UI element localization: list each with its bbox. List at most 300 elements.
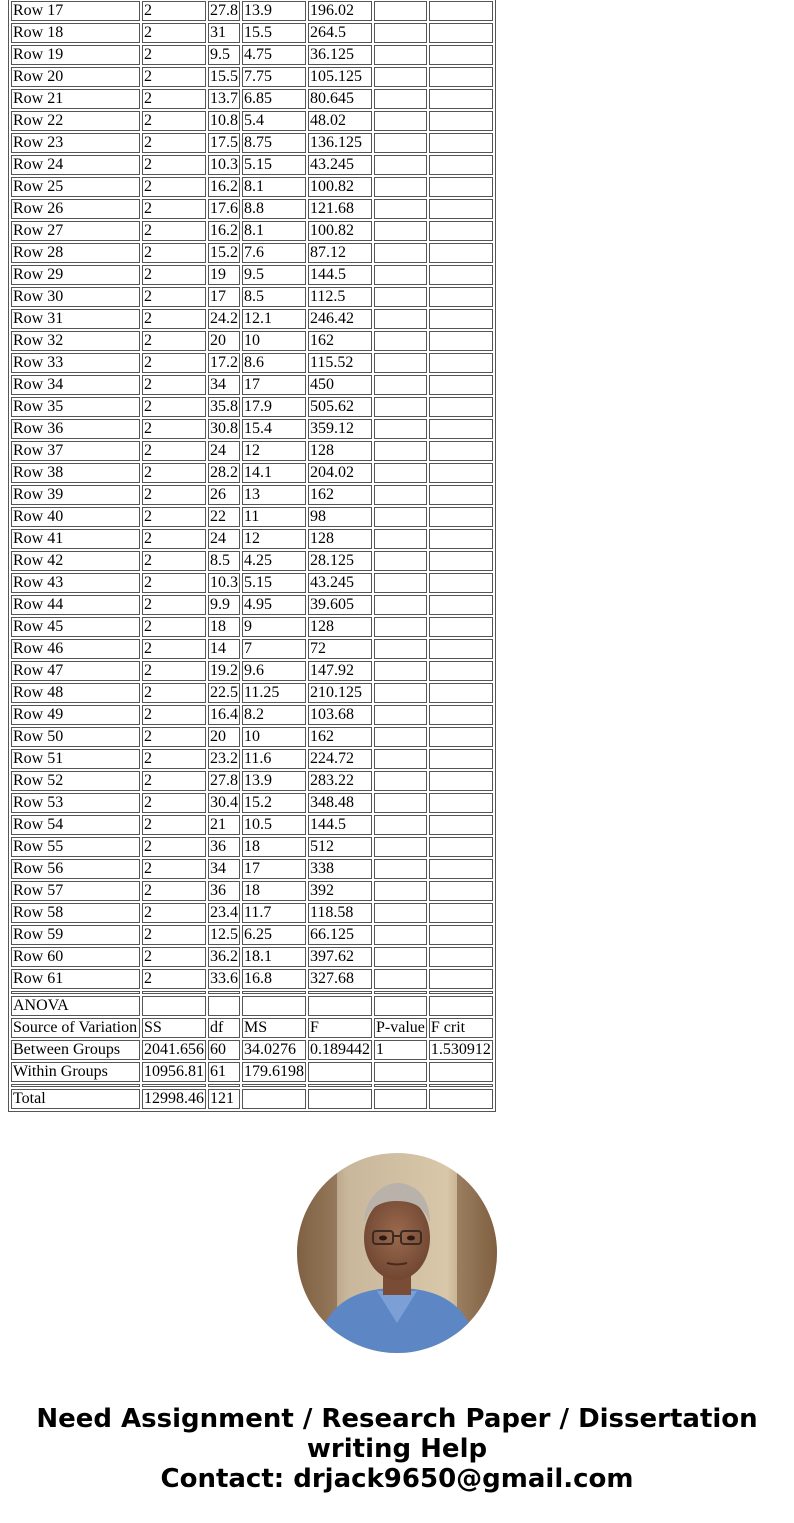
table-row <box>11 1 493 21</box>
table-cell: Row 17 <box>11 1 140 21</box>
table-cell: 348.48 <box>308 793 372 813</box>
table-cell: 15.2 <box>210 244 238 261</box>
table-row <box>11 155 493 175</box>
table-row <box>11 639 493 659</box>
table-cell <box>429 996 493 1016</box>
table-cell: 8.1 <box>242 221 306 241</box>
table-cell <box>429 243 493 263</box>
table-cell <box>374 793 427 813</box>
table-cell: 2 <box>142 551 206 571</box>
table-cell: 19 <box>208 265 240 285</box>
table-cell: 2 <box>142 617 206 637</box>
table-cell: 26 <box>208 485 240 505</box>
table-cell: Row 50 <box>11 727 140 747</box>
table-cell: 17 <box>242 859 306 879</box>
table-cell: 2 <box>142 925 206 945</box>
table-cell <box>429 793 493 813</box>
table-cell: 27.8 <box>210 2 238 19</box>
table-cell: 4.75 <box>242 45 306 65</box>
table-cell <box>429 111 493 131</box>
table-cell <box>242 1084 306 1087</box>
table-cell: 2 <box>142 507 206 527</box>
table-cell: 2 <box>142 771 206 791</box>
table-cell: Row 24 <box>11 155 140 175</box>
table-cell: 359.12 <box>308 419 372 439</box>
table-cell <box>11 991 140 994</box>
table-cell: Row 58 <box>11 903 140 923</box>
table-cell: 24.2 <box>210 310 238 327</box>
table-cell <box>429 991 493 994</box>
table-cell: 18 <box>242 837 306 857</box>
table-cell <box>429 1084 493 1087</box>
table-cell <box>429 309 493 329</box>
table-cell <box>374 1084 427 1087</box>
table-cell <box>208 996 240 1016</box>
table-cell: Row 60 <box>11 947 140 967</box>
table-row <box>11 243 493 263</box>
table-cell: 20 <box>208 331 240 351</box>
table-cell: 2 <box>142 23 206 43</box>
table-cell: 121.68 <box>308 199 372 219</box>
table-cell <box>429 749 493 769</box>
table-cell: Row 27 <box>11 221 140 241</box>
table-cell: 23.4 <box>210 904 238 921</box>
table-cell: 2 <box>142 595 206 615</box>
table-cell: 246.42 <box>308 309 372 329</box>
table-cell: 39.605 <box>308 595 372 615</box>
table-cell: Row 43 <box>11 573 140 593</box>
table-cell: 17 <box>242 375 306 395</box>
table-cell: 128 <box>308 441 372 461</box>
table-cell: Row 54 <box>11 815 140 835</box>
table-cell <box>429 837 493 857</box>
table-cell: 8.2 <box>242 705 306 725</box>
table-cell: 36.2 <box>210 948 238 965</box>
table-cell <box>429 727 493 747</box>
table-cell: 2 <box>142 155 206 175</box>
table-cell: 5.15 <box>242 155 306 175</box>
table-cell: 2 <box>142 793 206 813</box>
table-cell <box>429 221 493 241</box>
table-cell <box>429 265 493 285</box>
table-cell <box>374 155 427 175</box>
table-cell <box>374 67 427 87</box>
table-cell <box>374 705 427 725</box>
table-cell <box>429 705 493 725</box>
table-cell <box>429 133 493 153</box>
table-cell <box>429 595 493 615</box>
anova-row <box>11 1062 493 1082</box>
footer-headline: Need Assignment / Research Paper / Dissertation <box>36 1404 758 1434</box>
table-cell: 10.5 <box>242 815 306 835</box>
table-cell <box>429 177 493 197</box>
table-cell: 4.25 <box>242 551 306 571</box>
table-cell: 2 <box>142 111 206 131</box>
table-cell: 327.68 <box>308 969 372 989</box>
table-cell: 5.4 <box>242 111 306 131</box>
table-cell: 1 <box>374 1040 427 1060</box>
table-cell <box>374 573 427 593</box>
table-cell <box>374 815 427 835</box>
table-row <box>11 771 493 791</box>
table-cell: Row 26 <box>11 199 140 219</box>
author-portrait-image <box>297 1153 497 1353</box>
table-cell: 2 <box>142 837 206 857</box>
table-cell <box>429 397 493 417</box>
table-cell: 18.1 <box>242 947 306 967</box>
table-row <box>11 177 493 197</box>
table-cell: 12 <box>242 529 306 549</box>
table-cell: 11 <box>242 507 306 527</box>
table-cell <box>374 617 427 637</box>
table-cell <box>374 507 427 527</box>
table-cell: 144.5 <box>308 815 372 835</box>
table-cell <box>242 991 306 994</box>
table-cell <box>308 1089 372 1109</box>
table-cell: 87.12 <box>308 243 372 263</box>
table-spacer-row <box>11 1084 493 1087</box>
table-cell: 450 <box>308 375 372 395</box>
table-cell: 2 <box>142 485 206 505</box>
table-cell <box>429 551 493 571</box>
table-cell: Row 37 <box>11 441 140 461</box>
footer-contact <box>0 1404 794 1494</box>
table-cell: 283.22 <box>308 771 372 791</box>
table-row <box>11 947 493 967</box>
table-row <box>11 727 493 747</box>
table-cell <box>429 683 493 703</box>
table-cell <box>11 1084 140 1087</box>
table-cell: 34.0276 <box>242 1040 306 1060</box>
table-cell: Row 35 <box>11 397 140 417</box>
table-cell <box>374 331 427 351</box>
table-cell <box>429 947 493 967</box>
table-cell <box>429 353 493 373</box>
table-cell: 2 <box>142 903 206 923</box>
table-cell: Row 20 <box>11 67 140 87</box>
table-cell: 15.4 <box>242 419 306 439</box>
table-cell <box>374 111 427 131</box>
table-cell: 16.2 <box>210 222 238 239</box>
table-row <box>11 903 493 923</box>
table-cell: 2041.656 <box>144 1041 204 1058</box>
table-cell: 12.1 <box>242 309 306 329</box>
table-cell: Row 30 <box>11 287 140 307</box>
table-cell: F crit <box>429 1018 493 1038</box>
table-cell <box>429 287 493 307</box>
table-cell: 2 <box>142 375 206 395</box>
table-cell <box>429 969 493 989</box>
table-row <box>11 617 493 637</box>
table-cell: 13.9 <box>242 771 306 791</box>
table-cell: 11.7 <box>242 903 306 923</box>
table-cell: Row 21 <box>11 89 140 109</box>
table-cell: 2 <box>142 353 206 373</box>
footer-subheadline: writing Help <box>306 1434 488 1464</box>
table-cell: Row 32 <box>11 331 140 351</box>
table-cell: 36 <box>208 881 240 901</box>
anova-row <box>11 1040 493 1060</box>
table-cell: 15.5 <box>242 23 306 43</box>
table-cell: Row 51 <box>11 749 140 769</box>
table-cell <box>429 507 493 527</box>
table-cell <box>308 1062 372 1082</box>
table-cell: 7.6 <box>242 243 306 263</box>
table-cell: 61 <box>208 1062 240 1082</box>
table-row <box>11 661 493 681</box>
table-cell: 10 <box>242 727 306 747</box>
table-cell: 2 <box>142 89 206 109</box>
table-cell: 10.3 <box>210 156 238 173</box>
table-cell: 210.125 <box>308 683 372 703</box>
table-cell: 2 <box>142 749 206 769</box>
table-cell: Row 38 <box>11 463 140 483</box>
table-cell <box>374 727 427 747</box>
table-cell <box>242 1089 306 1109</box>
table-cell: 15.2 <box>242 793 306 813</box>
table-cell: 36 <box>208 837 240 857</box>
table-cell: 17.5 <box>210 134 238 151</box>
table-cell <box>374 661 427 681</box>
table-cell: 162 <box>308 727 372 747</box>
table-row <box>11 45 493 65</box>
table-cell <box>374 925 427 945</box>
table-cell <box>142 991 206 994</box>
table-cell <box>242 996 306 1016</box>
table-cell: Row 45 <box>11 617 140 637</box>
table-cell: 17.9 <box>242 397 306 417</box>
table-cell <box>308 1084 372 1087</box>
table-cell <box>374 639 427 659</box>
table-cell: 0.189442 <box>310 1041 370 1058</box>
table-cell <box>429 67 493 87</box>
table-cell <box>429 1062 493 1082</box>
table-cell: 2 <box>142 441 206 461</box>
table-row <box>11 551 493 571</box>
table-cell: Total <box>11 1089 140 1109</box>
table-cell: 264.5 <box>308 23 372 43</box>
table-cell <box>374 485 427 505</box>
table-cell: 5.15 <box>242 573 306 593</box>
table-cell: 2 <box>142 881 206 901</box>
table-cell: 8.75 <box>242 133 306 153</box>
table-cell: 147.92 <box>308 661 372 681</box>
table-cell <box>374 903 427 923</box>
table-cell: 112.5 <box>308 287 372 307</box>
table-cell: 66.125 <box>308 925 372 945</box>
table-cell: 36.125 <box>308 45 372 65</box>
table-cell <box>374 89 427 109</box>
table-cell: 8.1 <box>242 177 306 197</box>
table-cell <box>374 309 427 329</box>
table-cell: 2 <box>142 705 206 725</box>
table-cell: Row 47 <box>11 661 140 681</box>
table-cell: 179.6198 <box>244 1063 304 1080</box>
anova-total-row <box>11 1089 493 1109</box>
table-cell: Row 44 <box>11 595 140 615</box>
table-cell <box>208 991 240 994</box>
table-cell: 8.5 <box>242 287 306 307</box>
table-cell <box>374 947 427 967</box>
table-cell: 43.245 <box>308 155 372 175</box>
table-cell <box>429 89 493 109</box>
table-cell: 19.2 <box>210 662 238 679</box>
table-cell: 2 <box>142 331 206 351</box>
table-cell: 2 <box>142 573 206 593</box>
table-cell: 7.75 <box>242 67 306 87</box>
table-cell: 2 <box>142 419 206 439</box>
table-cell: Row 49 <box>11 705 140 725</box>
table-cell <box>429 771 493 791</box>
table-row <box>11 859 493 879</box>
table-cell: 2 <box>142 309 206 329</box>
table-cell <box>429 617 493 637</box>
table-cell: 2 <box>142 815 206 835</box>
table-cell <box>142 996 206 1016</box>
table-cell <box>374 23 427 43</box>
table-cell: 17.6 <box>210 200 238 217</box>
table-row <box>11 441 493 461</box>
table-cell: 9.6 <box>242 661 306 681</box>
table-cell: 9.9 <box>208 595 240 615</box>
table-cell: 2 <box>142 397 206 417</box>
table-row <box>11 529 493 549</box>
table-cell: 204.02 <box>308 463 372 483</box>
table-row <box>11 683 493 703</box>
table-row <box>11 397 493 417</box>
table-cell: 121 <box>208 1089 240 1109</box>
table-cell: 30.4 <box>210 794 238 811</box>
table-cell <box>429 859 493 879</box>
table-cell: 48.02 <box>308 111 372 131</box>
table-cell: 8.6 <box>242 353 306 373</box>
table-cell: 2 <box>142 221 206 241</box>
table-cell: F <box>308 1018 372 1038</box>
table-row <box>11 573 493 593</box>
table-cell: 11.6 <box>242 749 306 769</box>
table-row <box>11 595 493 615</box>
table-cell: 128 <box>308 529 372 549</box>
table-cell <box>374 199 427 219</box>
table-cell: 21 <box>208 815 240 835</box>
table-cell: P-value <box>376 1019 425 1036</box>
table-cell: Row 53 <box>11 793 140 813</box>
table-cell <box>142 1084 206 1087</box>
table-cell: 10 <box>242 331 306 351</box>
table-cell: Row 52 <box>11 771 140 791</box>
table-cell: 60 <box>208 1040 240 1060</box>
table-cell: 105.125 <box>308 67 372 87</box>
table-cell: Row 36 <box>11 419 140 439</box>
table-row <box>11 331 493 351</box>
table-cell: Row 61 <box>11 969 140 989</box>
table-cell: 24 <box>208 529 240 549</box>
table-cell: 10.3 <box>210 574 238 591</box>
table-cell: 4.95 <box>242 595 306 615</box>
table-cell <box>374 397 427 417</box>
table-cell: 14.1 <box>242 463 306 483</box>
table-cell: Row 22 <box>11 111 140 131</box>
table-cell: 10956.81 <box>144 1063 204 1080</box>
table-cell <box>374 529 427 549</box>
table-cell <box>374 551 427 571</box>
table-row <box>11 353 493 373</box>
table-cell: 2 <box>142 199 206 219</box>
table-cell: Row 25 <box>11 177 140 197</box>
author-avatar <box>297 1153 497 1353</box>
table-cell: Row 42 <box>11 551 140 571</box>
table-cell: 2 <box>142 177 206 197</box>
anova-data-table <box>8 0 496 1112</box>
table-cell: Row 18 <box>11 23 140 43</box>
table-cell <box>429 573 493 593</box>
table-cell: 2 <box>142 1 206 21</box>
table-cell: SS <box>142 1018 206 1038</box>
table-row <box>11 881 493 901</box>
table-cell <box>429 375 493 395</box>
table-cell: 103.68 <box>308 705 372 725</box>
table-row <box>11 463 493 483</box>
table-cell <box>429 23 493 43</box>
table-cell <box>374 1089 427 1109</box>
anova-title-row <box>11 996 493 1016</box>
table-cell: Row 55 <box>11 837 140 857</box>
table-cell: 2 <box>142 45 206 65</box>
table-cell: 28.2 <box>210 464 238 481</box>
table-row <box>11 837 493 857</box>
table-cell <box>374 595 427 615</box>
table-cell <box>374 133 427 153</box>
table-cell <box>429 331 493 351</box>
table-cell <box>374 353 427 373</box>
table-cell: 35.8 <box>210 398 238 415</box>
table-cell <box>374 287 427 307</box>
table-cell <box>374 969 427 989</box>
table-row <box>11 507 493 527</box>
table-cell: 512 <box>308 837 372 857</box>
table-cell <box>308 996 372 1016</box>
table-cell <box>374 463 427 483</box>
table-cell: 12 <box>242 441 306 461</box>
table-cell: 16.8 <box>242 969 306 989</box>
table-cell <box>374 881 427 901</box>
table-cell: 8.5 <box>208 551 240 571</box>
table-cell: 18 <box>208 617 240 637</box>
table-cell <box>429 661 493 681</box>
table-cell <box>429 903 493 923</box>
table-cell: 43.245 <box>308 573 372 593</box>
table-cell: 16.2 <box>210 178 238 195</box>
table-row <box>11 287 493 307</box>
table-cell: 397.62 <box>308 947 372 967</box>
table-cell: 12998.46 <box>144 1090 204 1107</box>
table-cell: ANOVA <box>11 996 140 1016</box>
table-cell: 30.8 <box>210 420 238 437</box>
table-cell <box>208 1084 240 1087</box>
table-cell: 505.62 <box>308 397 372 417</box>
table-cell <box>429 463 493 483</box>
table-cell <box>429 639 493 659</box>
table-cell: 7 <box>242 639 306 659</box>
table-cell: 115.52 <box>308 353 372 373</box>
table-cell: 162 <box>308 331 372 351</box>
table-cell: Row 40 <box>11 507 140 527</box>
table-row <box>11 67 493 87</box>
table-cell: 80.645 <box>308 89 372 109</box>
table-cell: 98 <box>308 507 372 527</box>
table-cell: Row 39 <box>11 485 140 505</box>
table-cell <box>374 683 427 703</box>
